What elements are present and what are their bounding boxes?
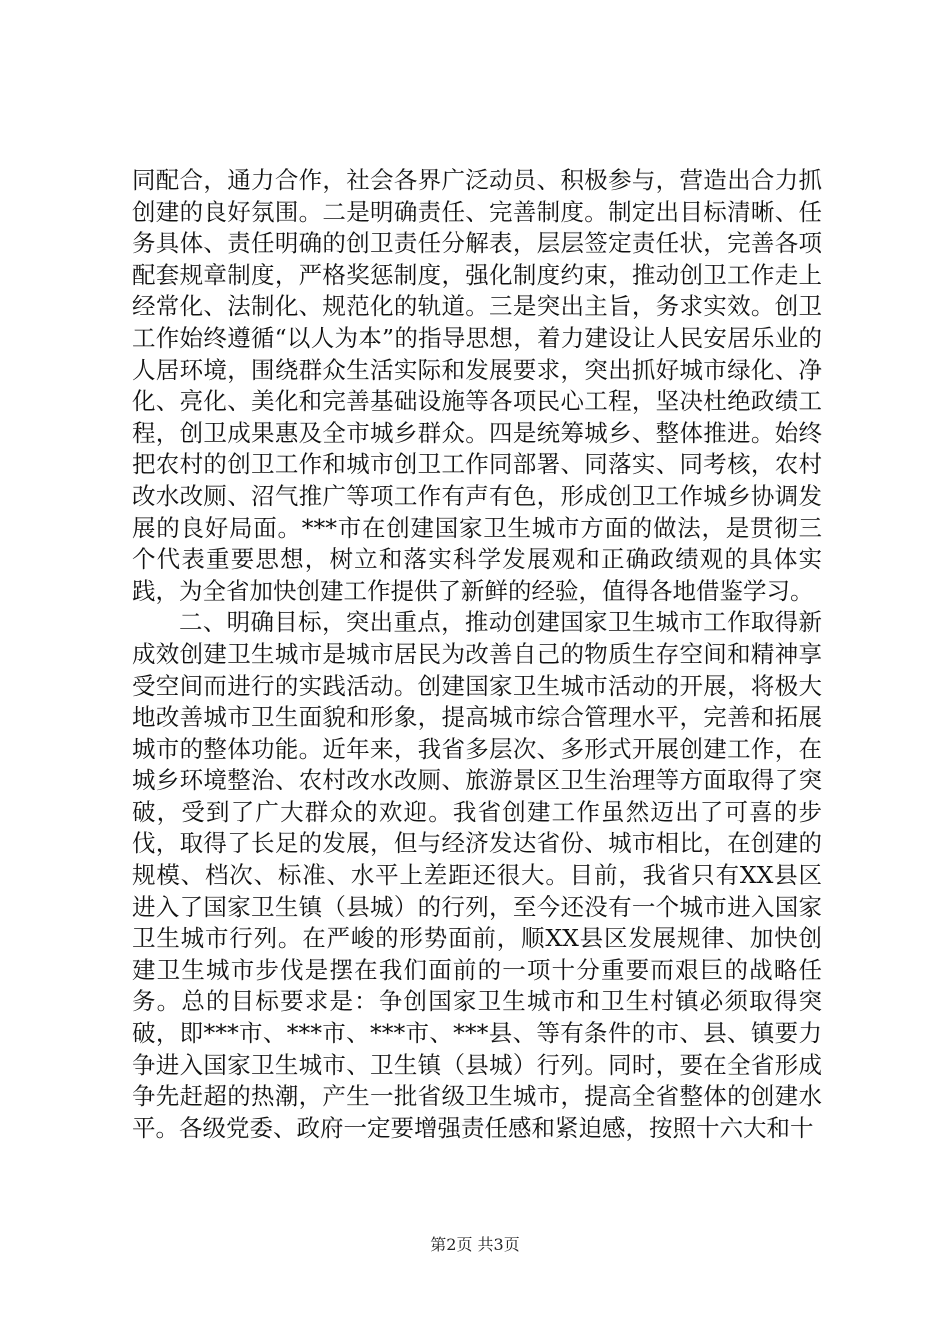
paragraph-section-two: 二、明确目标，突出重点，推动创建国家卫生城市工作取得新成效创建卫生城市是城市居民为改善自己的物质生存空间和精神享受空间而进行的实践活动。创建国家卫生城市活动的开展，将极大地改善城市卫生面貌和形象，提高城市综合管理水平，完善和拓展城市的整体功能。近年来，我省多层次、多形式开展创建工作，在城乡环境整治、农村改水改厕、旅游景区卫生治理等方面取得了突破，受到了广大群众的欢迎。我省创建工作虽然迈出了可喜的步伐，取得了长足的发展，但与经济发达省份、城市相比，在创建的规模、档次、标准、水平上差距还很大。目前，我省只有XX县区进入了国家卫生镇（县城）的行列，至今还没有一个城市进入国家卫生城市行列。在严峻的形势面前，顺XX县区发展规律、加快创建卫生城市步伐是摆在我们面前的一项十分重要而艰巨的战略任务。总的目标要求是：争创国家卫生城市和卫生村镇必须取得突破，即***市、***市、***市、***县、等有条件的市、县、镇要力争进入国家卫生城市、卫生镇（县城）行列。同时，要在全省形成争先赶超的热潮，产生一批省级卫生城市，提高全省整体的创建水平。各级党委、政府一定要增强责任感和紧迫感，按照十六大和十 [132,608,822,1142]
document-body [132,165,822,1144]
page-number-footer: 第2页 共3页 [430,1235,520,1254]
paragraph-continued: 同配合，通力合作，社会各界广泛动员、积极参与，营造出合力抓创建的良好氛围。二是明确责任、完善制度。制定出目标清晰、任务具体、责任明确的创卫责任分解表，层层签定责任状，完善各项配套规章制度，严格奖惩制度，强化制度约束，推动创卫工作走上经常化、法制化、规范化的轨道。三是突出主旨，务求实效。创卫工作始终遵循“以人为本”的指导思想，着力建设让人民安居乐业的人居环境，围绕群众生活实际和发展要求，突出抓好城市绿化、净化、亮化、美化和完善基础设施等各项民心工程，坚决杜绝政绩工程，创卫成果惠及全市城乡群众。四是统筹城乡、整体推进。始终把农村的创卫工作和城市创卫工作同部署、同落实、同考核，农村改水改厕、沼气推广等项工作有声有色，形成创卫工作城乡协调发展的良好局面。***市在创建国家卫生城市方面的做法，是贯彻三个代表重要思想，树立和落实科学发展观和正确政绩观的具体实践，为全省加快创建工作提供了新鲜的经验，值得各地借鉴学习。 [132,166,822,605]
